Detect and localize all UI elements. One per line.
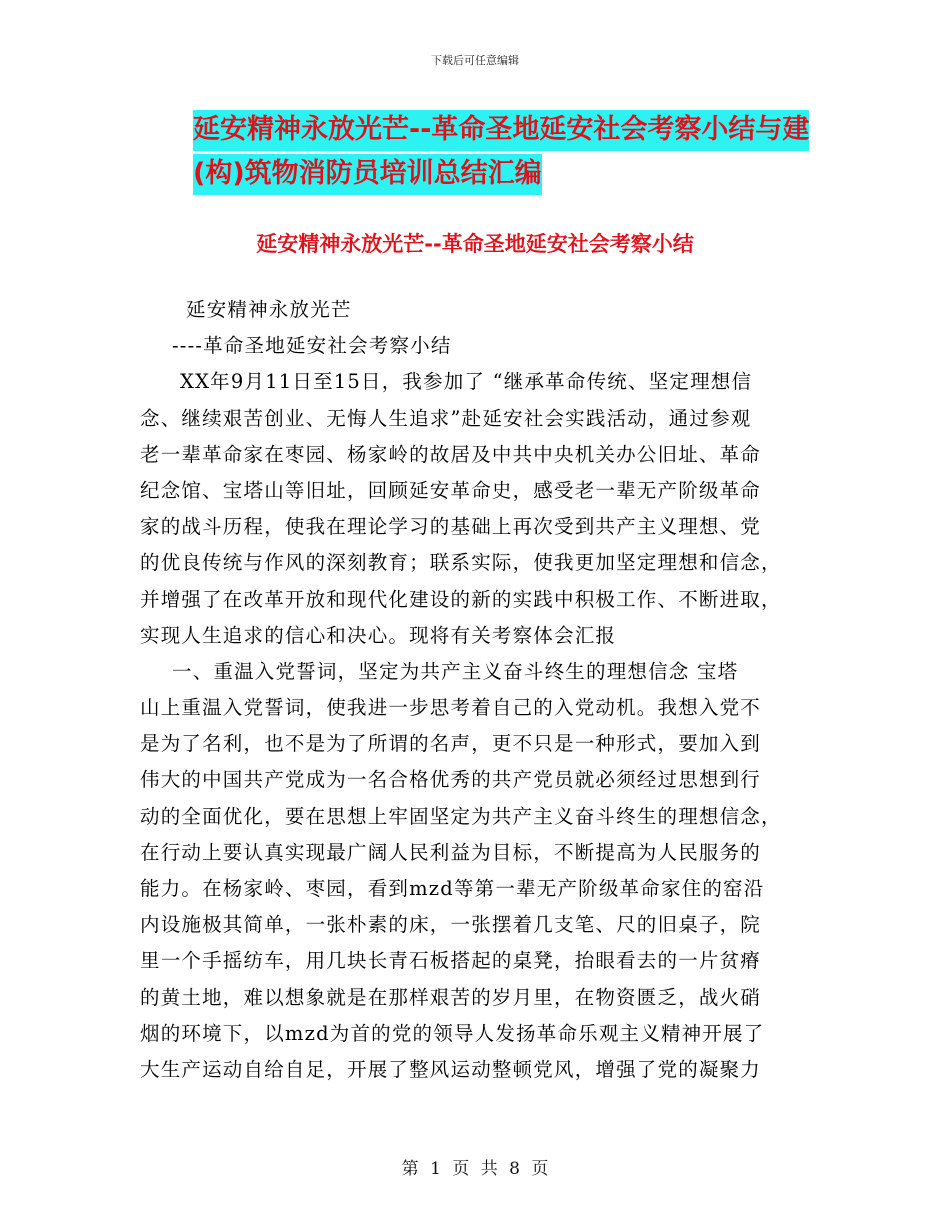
body-line: 纪念馆、宝塔山等旧址，回顾延安革命史，感受老一辈无产阶级革命 <box>140 478 762 502</box>
body-line: 里一个手摇纺车，用几块长青石板搭起的桌凳，抬眼看去的一片贫瘠 <box>140 949 762 973</box>
body-line: 实现人生追求的信心和决心。现将有关考察体会汇报 <box>140 623 617 647</box>
body-line: 动的全面优化，要在思想上牢固坚定为共产主义奋斗终生的理想信念， <box>140 804 782 828</box>
document-title-line-2-text: (构)筑物消防员培训总结汇编 <box>193 154 542 195</box>
page-footer: 第 1 页 共 8 页 <box>401 1159 549 1179</box>
header-note: 下载后可任意编辑 <box>431 54 519 67</box>
body-line: 在行动上要认真实现最广阔人民利益为目标，不断提高为人民服务的 <box>140 840 762 864</box>
body-line: 大生产运动自给自足，开展了整风运动整顿党风，增强了党的凝聚力 <box>140 1057 762 1081</box>
document-title-line-1-text: 延安精神永放光芒--革命圣地延安社会考察小结与建 <box>193 110 809 151</box>
body-line: 是为了名利，也不是为了所谓的名声，更不只是一种形式，要加入到 <box>140 732 762 756</box>
body-line: ----革命圣地延安社会考察小结 <box>172 334 452 358</box>
section-title: 延安精神永放光芒--革命圣地延安社会考察小结 <box>256 232 694 256</box>
body-line: 能力。在杨家岭、枣园，看到mzd等第一辈无产阶级革命家住的窑沿 <box>140 877 765 900</box>
body-line: 老一辈革命家在枣园、杨家岭的故居及中共中央机关办公旧址、革命 <box>140 442 762 466</box>
document-title-line-1 <box>0 116 950 143</box>
body-line: XX年9月11日至15日，我参加了 “继承革命传统、坚定理想信 <box>180 370 753 394</box>
body-line: 并增强了在改革开放和现代化建设的新的实践中积极工作、不断进取， <box>140 587 782 611</box>
body-line: 的黄土地，难以想象就是在那样艰苦的岁月里，在物资匮乏，战火硝 <box>140 985 762 1009</box>
body-line: 一、重温入党誓词，坚定为共产主义奋斗终生的理想信念 宝塔 <box>172 659 739 683</box>
body-line: 内设施极其简单，一张朴素的床，一张摆着几支笔、尺的旧桌子，院 <box>140 913 762 937</box>
body-line: 烟的环境下，以mzd为首的党的领导人发扬革命乐观主义精神开展了 <box>140 1021 765 1045</box>
body-line: 家的战斗历程，使我在理论学习的基础上再次受到共产主义理想、党 <box>140 515 762 539</box>
body-line: 念、继续艰苦创业、无悔人生追求”赴延安社会实践活动，通过参观 <box>140 406 752 430</box>
body-line: 山上重温入党誓词，使我进一步思考着自己的入党动机。我想入党不 <box>140 696 762 720</box>
body-line: 伟大的中国共产党成为一名合格优秀的共产党员就必须经过思想到行 <box>140 768 762 792</box>
document-title-line-2 <box>0 160 950 187</box>
document-body <box>140 292 808 1088</box>
body-line: 延安精神永放光芒 <box>186 298 352 321</box>
body-line: 的优良传统与作风的深刻教育；联系实际，使我更加坚定理想和信念， <box>140 551 782 575</box>
